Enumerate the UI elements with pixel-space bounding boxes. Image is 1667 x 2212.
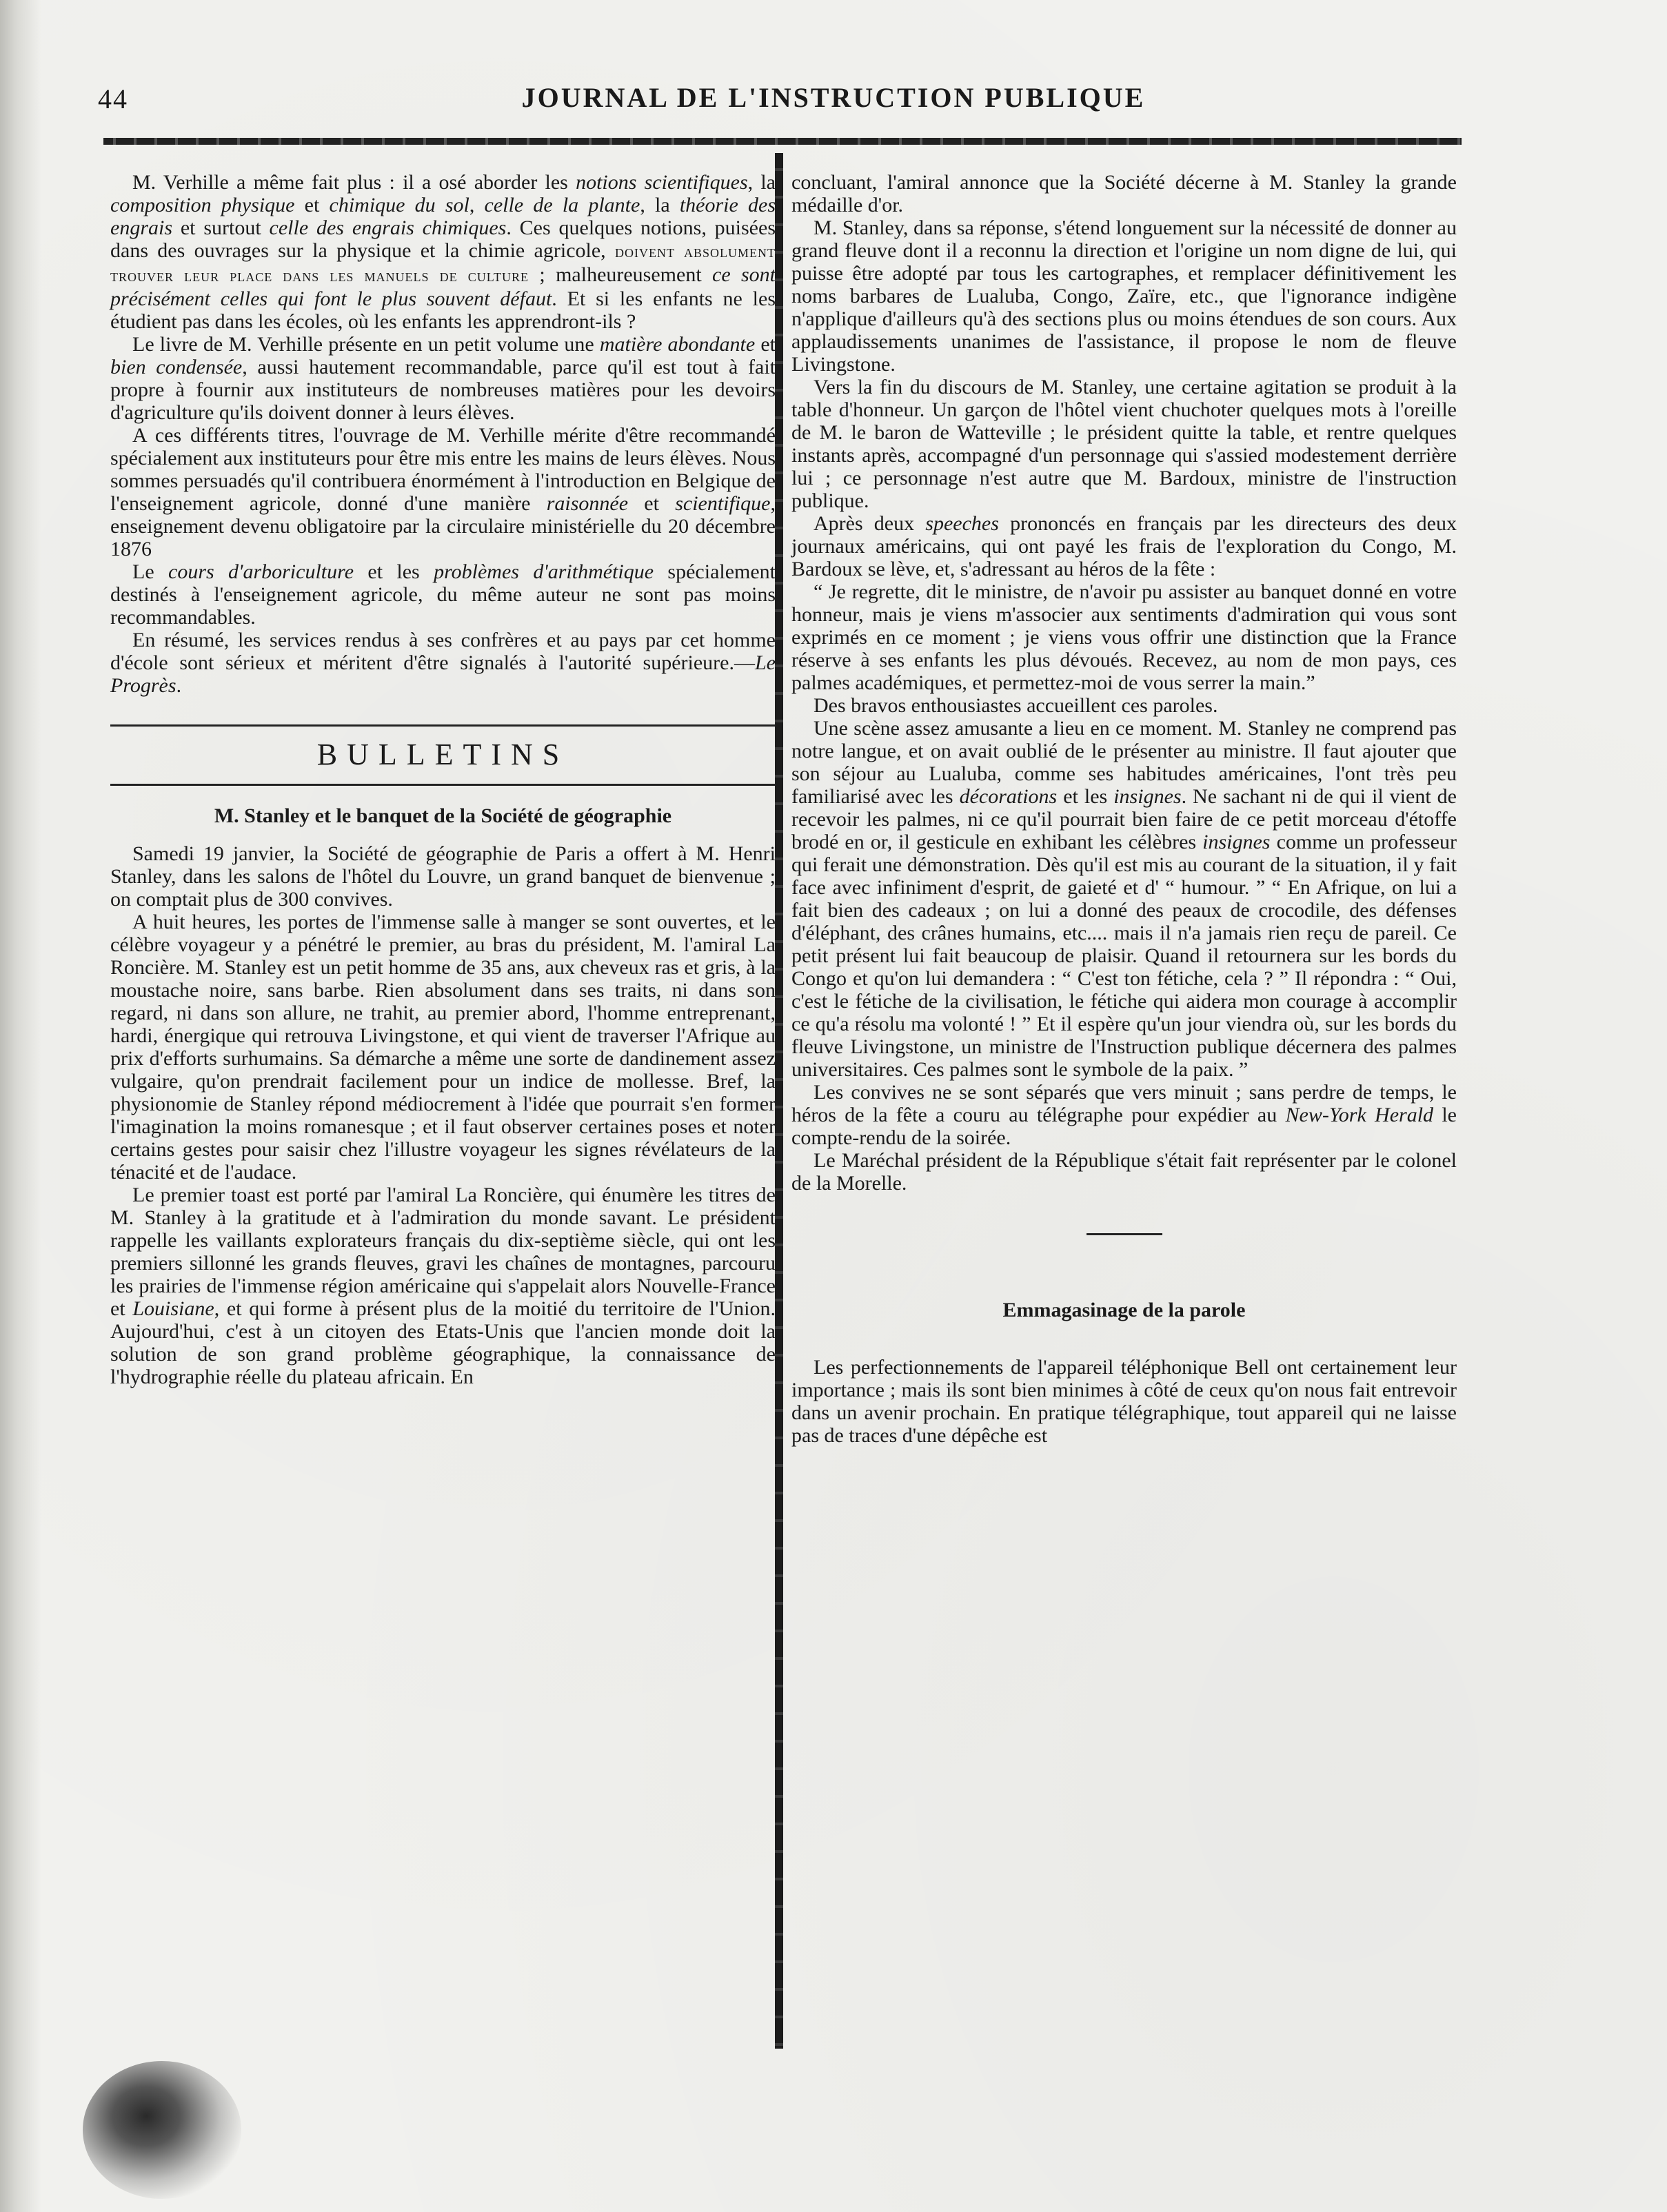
paragraph: “ Je regrette, dit le ministre, de n'avoir pu assister au banquet donné en votre honneur, mais je viens m'associer aux sentiments d'admiration qui vous sont exprimés en ce moment ; je viens vous offrir une distinction que la France réserve à ses enfants les plus dévoués. Recevez, au nom de mon pays, ces palmes académiques, et permettez-moi de vous serrer la main.” <box>791 580 1457 694</box>
paragraph: Après deux speeches prononcés en français par les directeurs des deux journaux américains, qui ont payé les frais de l'exploration du Congo, M. Bardoux se lève, et, s'adressant au héros de la fête : <box>791 512 1457 580</box>
paragraph: Vers la fin du discours de M. Stanley, une certaine agitation se produit à la table d'honneur. Un garçon de l'hôtel vient chuchoter quelques mots à l'oreille de M. le baron de Watteville ; le président quitte la table, et rentre quelques instants après, accompagné d'un personnage qui s'assied modestement derrière lui ; ce personnage n'est autre que M. Bardoux, ministre de l'instruction publique. <box>791 376 1457 512</box>
paragraph: M. Verhille a même fait plus : il a osé aborder les notions scientifiques, la composition physique et chimique du sol, celle de la plante, la théorie des engrais et surtout celle des engrais chimiques. Ces quelques notions, puisées dans des ouvrages sur la physique et la chimie agricole, doivent absolument trouver leur place dans les manuels de culture ; malheureusement ce sont précisément celles qui font le plus souvent défaut. Et si les enfants ne les étudient pas dans les écoles, où les enfants les apprendront-ils ? <box>110 171 776 333</box>
section-rule <box>110 784 776 786</box>
right-column <box>791 171 1457 1447</box>
paragraph: Samedi 19 janvier, la Société de géographie de Paris a offert à M. Henri Stanley, dans les salons de l'hôtel du Louvre, un grand banquet de bienvenue ; on comptait plus de 300 convives. <box>110 842 776 911</box>
ink-blot <box>83 2061 241 2199</box>
paragraph: En résumé, les services rendus à ses confrères et au pays par cet homme d'école sont sérieux et méritent d'être signalés à l'autorité supérieure.—Le Progrès. <box>110 629 776 697</box>
journal-title: JOURNAL DE L'INSTRUCTION PUBLIQUE <box>521 82 1146 113</box>
paragraph: A huit heures, les portes de l'immense salle à manger se sont ouvertes, et le célèbre voyageur y a pénétré le premier, au bras du président, M. l'amiral La Roncière. M. Stanley est un petit homme de 35 ans, aux cheveux ras et gris, à la moustache noire, sans barbe. Rien absolument dans ses traits, ni dans son regard, ni dans son allure, ne trahit, au premier abord, l'homme entreprenant, hardi, énergique qui retrouva Livingstone, et qui vient de traverser l'Afrique au prix d'efforts surhumains. Sa démarche a même une sorte de dandinement assez vulgaire, qu'on prendrait facilement pour un indice de mollesse. Bref, la physionomie de Stanley répond médiocrement à l'idée que pourrait s'en former l'imagination la moins romanesque ; et il faut observer certaines poses et noter certains gestes pour saisir chez l'illustre voyageur les signes révélateurs de la ténacité et de l'audace. <box>110 911 776 1184</box>
section-rule <box>110 724 776 727</box>
paragraph: Le Maréchal président de la République s'était fait représenter par le colonel de la Morelle. <box>791 1149 1457 1195</box>
article-title: Emmagasinage de la parole <box>1002 1299 1246 1321</box>
paragraph: Le premier toast est porté par l'amiral La Roncière, qui énumère les titres de M. Stanley à la gratitude et à l'admiration du monde savant. Le président rappelle les vaillants explorateurs français du dix-septième siècle, qui ont les premiers sillonné les grands fleuves, gravi les chaînes de montagnes, parcouru les prairies de l'immense région américaine qui s'appelait alors Nouvelle-France et Louisiane, et qui forme à présent plus de la moitié du territoire de l'Union. Aujourd'hui, c'est à un citoyen des Etats-Unis que l'ancien monde doit la solution de son grand problème géographique, la connaissance de l'hydrographie réelle du plateau africain. En <box>110 1184 776 1388</box>
separator-rule <box>1087 1233 1162 1235</box>
paragraph: Les perfectionnements de l'appareil téléphonique Bell ont certainement leur importance ; mais ils sont bien minimes à côté de ceux qu'on nous fait entrevoir dans un avenir prochain. En pratique télégraphique, tout appareil qui ne laisse pas de traces d'une dépêche est <box>791 1356 1457 1447</box>
paragraph: concluant, l'amiral annonce que la Société décerne à M. Stanley la grande médaille d'or. <box>791 171 1457 216</box>
paragraph: M. Stanley, dans sa réponse, s'étend longuement sur la nécessité de donner au grand fleuve dont il a reconnu la direction et l'origine un nom digne de lui, qui puisse être adopté par tous les cartographes, et remplacer définitivement les noms barbares de Lualuba, Congo, Zaïre, etc., que l'ignorance indigène n'applique d'ailleurs qu'à des sections plus ou moins étendues de son cours. Aux applaudissements unanimes de l'assistance, il propose le nom de fleuve Livingstone. <box>791 216 1457 376</box>
section-heading: BULLETINS <box>316 738 569 771</box>
page-number: 44 <box>98 83 128 114</box>
page-binding-edge <box>0 0 41 2212</box>
paragraph: Les convives ne se sont séparés que vers minuit ; sans perdre de temps, le héros de la fête a couru au télégraphe pour expédier au New-York Herald le compte-rendu de la soirée. <box>791 1081 1457 1149</box>
paragraph: Des bravos enthousiastes accueillent ces paroles. <box>814 694 1218 717</box>
paragraph: Une scène assez amusante a lieu en ce moment. M. Stanley ne comprend pas notre langue, et on avait oublié de le présenter au ministre. Il faut ajouter que son séjour au Lualuba, comme ses habitudes américaines, l'ont très peu familiarisé avec les décorations et les insignes. Ne sachant ni de qui il vient de recevoir les palmes, ni ce qu'il pourrait bien faire de ce petit morceau d'étoffe brodé en or, il gesticule en exhibant les célèbres insignes comme un professeur qui ferait une démonstration. Dès qu'il est mis au courant de la situation, il y fait face avec infiniment d'esprit, de gaieté et d' “ humour. ” “ En Afrique, on lui a fait bien des cadeaux ; on lui a donné des peaux de crocodile, des défenses d'éléphant, des crânes humains, etc.... mais il n'a jamais rien reçu de pareil. Ce petit présent lui fait beaucoup de plaisir. Quand il retournera sur les bords du Congo et qu'on lui demandera : “ C'est ton fétiche, cela ? ” Il répondra : “ Oui, c'est le fétiche de la civilisation, le fétiche qui aidera mon courage à accomplir ce qu'a résolu ma volonté ! ” Et il espère qu'un jour viendra où, sur les bords du fleuve Livingstone, un ministre de l'Instruction publique décernera des palmes universitaires. Ces palmes sont le symbole de la paix. ” <box>791 717 1457 1081</box>
paragraph: Le livre de M. Verhille présente en un petit volume une matière abondante et bien condensée, aussi hautement recommandable, parce qu'il est tout à fait propre à fournir aux instituteurs de nombreuses matières pour les devoirs d'agriculture qu'ils doivent donner à leurs élèves. <box>110 333 776 424</box>
article-title: M. Stanley et le banquet de la Société de géographie <box>214 804 672 827</box>
header-rule <box>103 138 1462 145</box>
paragraph: Le cours d'arboriculture et les problèmes d'arithmétique spécialement destinés à l'enseignement agricole, du même auteur ne sont pas moins recommandables. <box>110 560 776 629</box>
left-column <box>110 171 776 1388</box>
paragraph: A ces différents titres, l'ouvrage de M. Verhille mérite d'être recommandé spécialement aux instituteurs pour être mis entre les mains de leurs élèves. Nous sommes persuadés qu'il contribuera énormément à l'introduction en Belgique de l'enseignement agricole, donné d'une manière raisonnée et scientifique, enseignement devenu obligatoire par la circulaire ministérielle du 20 décembre 1876 <box>110 424 776 560</box>
column-divider <box>775 153 783 2049</box>
